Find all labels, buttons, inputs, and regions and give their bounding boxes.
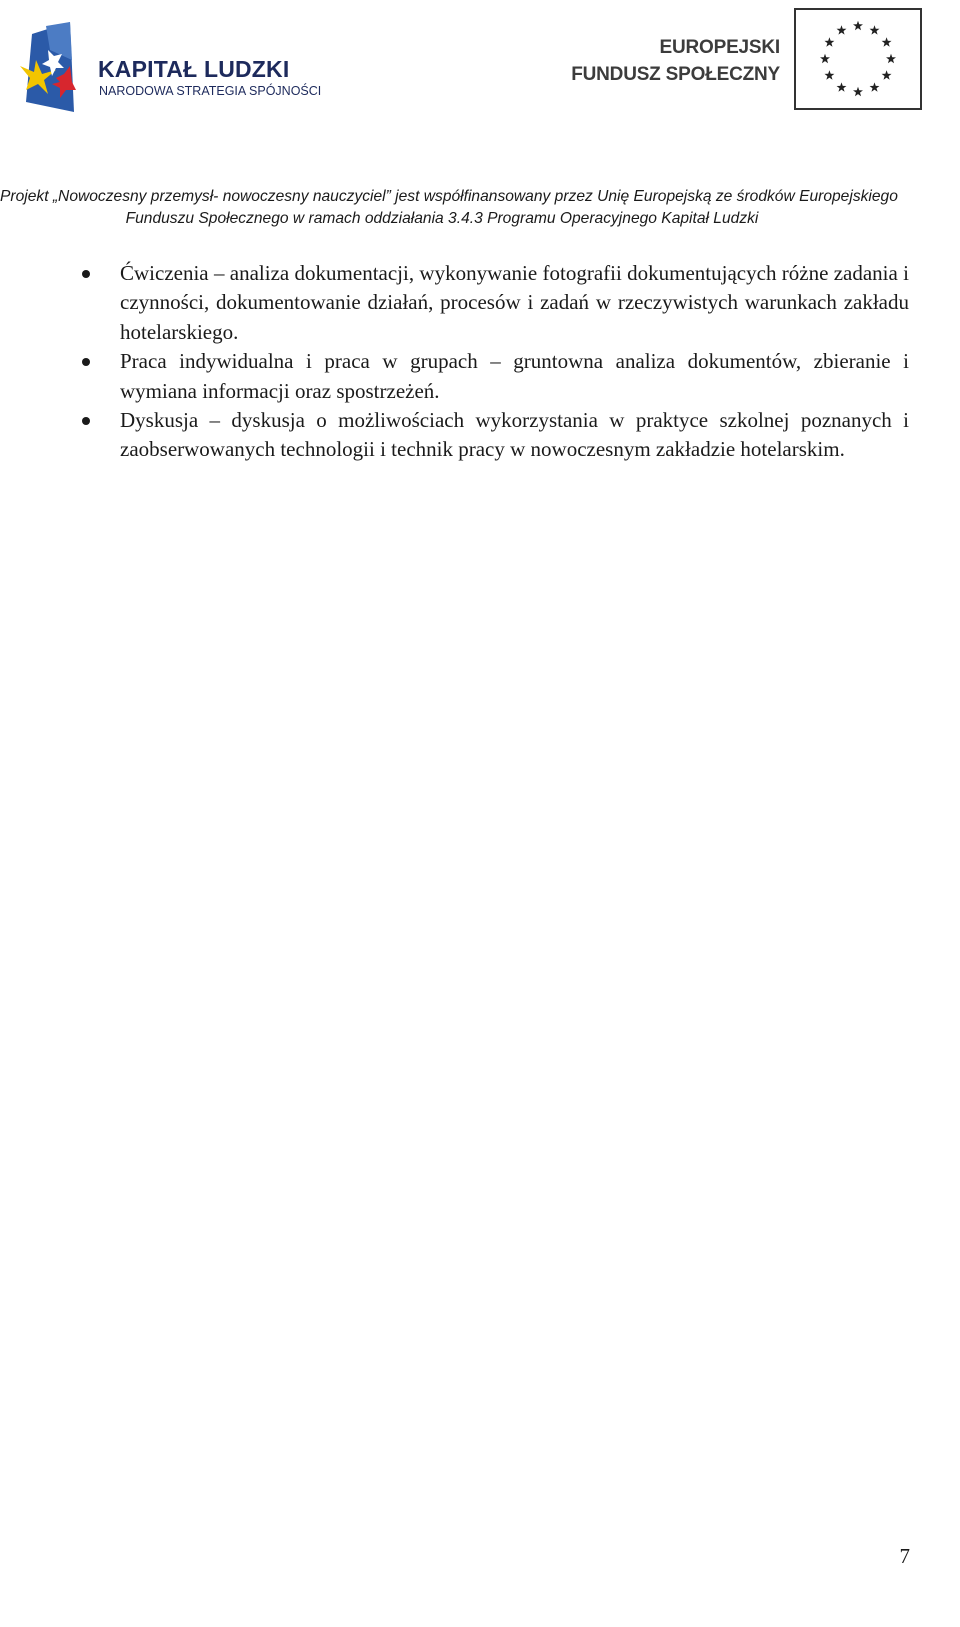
efs-logo <box>571 6 930 116</box>
project-note-line2: Funduszu Społecznego w ramach oddziałania 3.4.3 Programu Operacyjnego Kapitał Ludzki <box>125 210 759 227</box>
bullet-icon <box>82 358 90 366</box>
list-item-text: Dyskusja – dyskusja o możliwościach wykorzystania w praktyce szkolnej poznanych i zaobserwowanych technologii i technik pracy w nowoczesnym zakładzie hotelarskim. <box>120 408 909 462</box>
list-item-text: Praca indywidualna i praca w grupach – gruntowna analiza dokumentów, zbieranie i wymiana informacji oraz spostrzeżeń. <box>120 349 909 403</box>
kapital-ludzki-subtitle: NARODOWA STRATEGIA SPÓJNOŚCI <box>99 84 322 98</box>
kapital-ludzki-logo <box>14 20 322 120</box>
efs-logo-line1: EUROPEJSKI <box>659 37 780 58</box>
eu-flag-icon <box>794 8 922 110</box>
page-number: 7 <box>899 1544 910 1568</box>
method-list <box>120 259 909 465</box>
efs-logo-text <box>571 34 780 88</box>
list-item-text: Ćwiczenia – analiza dokumentacji, wykonywanie fotografii dokumentujących różne zadania i czynności, dokumentowanie działań, procesów i zadań w rzeczywistych warunkach zakładu hotelarskiego. <box>120 261 909 344</box>
kapital-ludzki-emblem-icon <box>14 20 84 120</box>
bullet-icon <box>82 417 90 425</box>
bullet-icon <box>82 270 90 278</box>
project-cofinancing-note <box>0 186 898 230</box>
list-item <box>120 406 909 465</box>
list-item <box>120 259 909 347</box>
list-item <box>120 347 909 406</box>
kapital-ludzki-title: KAPITAŁ LUDZKI <box>98 56 290 82</box>
efs-logo-line2: FUNDUSZ SPOŁECZNY <box>571 64 780 85</box>
project-note-line1: Projekt „Nowoczesny przemysł- nowoczesny nauczyciel” jest współfinansowany przez Unię Europejską ze środków Europejskiego <box>0 188 898 205</box>
